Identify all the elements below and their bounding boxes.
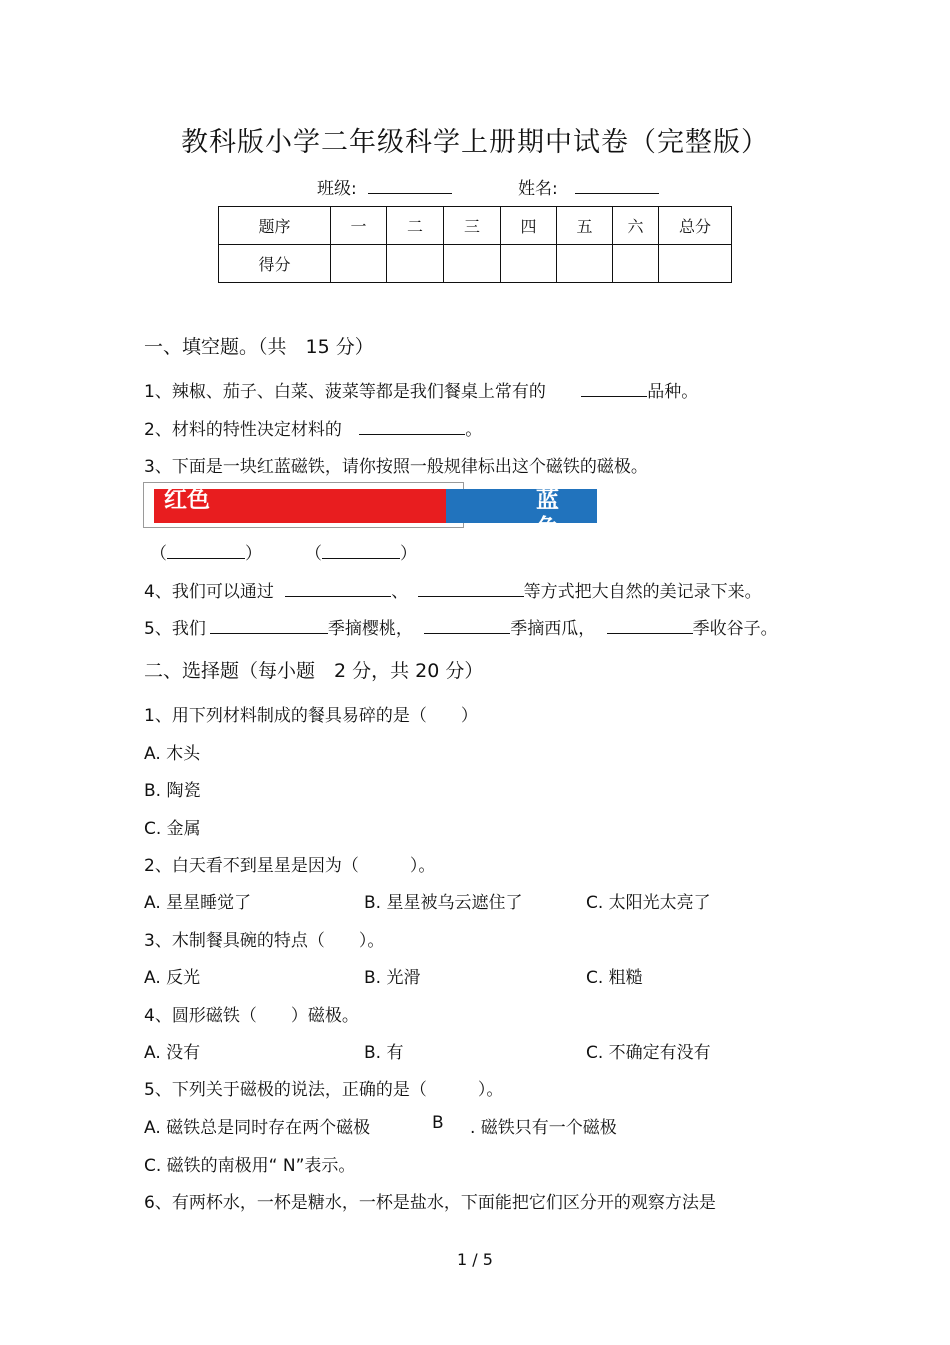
answer-blank	[424, 617, 510, 634]
score-cell	[501, 245, 557, 283]
answer-blank	[581, 380, 647, 397]
question-text: 品种。	[647, 382, 699, 402]
magnet-pole-answer-left	[150, 539, 262, 564]
question-text: 等方式把大自然的美记录下来。	[523, 582, 762, 602]
score-header-cell: 一	[331, 207, 387, 245]
answer-blank	[418, 580, 524, 597]
score-header-cell: 二	[387, 207, 444, 245]
question-text: 季摘西瓜，	[510, 619, 596, 639]
page-number: 1 / 5	[457, 1250, 493, 1269]
score-row-label: 得分	[219, 245, 331, 283]
question-2-4: 4、圆形磁铁（ ）磁极。	[144, 1006, 359, 1026]
option-c: C. 不确定有没有	[586, 1043, 711, 1063]
answer-blank	[210, 617, 328, 634]
paren-open: （	[305, 544, 322, 564]
question-text: 5、我们	[144, 619, 206, 639]
question-1-3: 3、下面是一块红蓝磁铁，请你按照一般规律标出这个磁铁的磁极。	[144, 457, 648, 477]
option-c: C. 磁铁的南极用“ N”表示。	[144, 1156, 356, 1176]
option-b: B. 有	[364, 1043, 404, 1063]
score-cell	[444, 245, 501, 283]
score-header-cell: 三	[444, 207, 501, 245]
paren-open: （	[150, 544, 167, 564]
score-header-cell: 四	[501, 207, 557, 245]
option-b-letter: B	[432, 1113, 444, 1133]
question-1-4	[144, 577, 762, 602]
answer-blank	[167, 542, 245, 559]
question-2-6: 6、有两杯水，一杯是糖水，一杯是盐水，下面能把它们区分开的观察方法是	[144, 1193, 716, 1213]
option-b: B. 光滑	[364, 968, 421, 988]
question-text: 、	[391, 582, 409, 602]
option-a: A. 没有	[144, 1043, 201, 1063]
class-blank	[368, 177, 452, 194]
option-b: B. 陶瓷	[144, 781, 201, 801]
option-c: C. 金属	[144, 819, 201, 839]
score-cell	[659, 245, 732, 283]
class-label: 班级:	[317, 179, 357, 199]
option-a: A. 磁铁总是同时存在两个磁极	[144, 1118, 371, 1138]
score-cell	[331, 245, 387, 283]
answer-blank	[359, 418, 465, 435]
score-header-cell: 题序	[219, 207, 331, 245]
class-field	[317, 174, 452, 199]
score-table-header-row	[219, 207, 732, 245]
magnet-pole-answer-right	[305, 539, 417, 564]
section2-heading: 二、选择题（每小题 2 分，共 20 分）	[144, 660, 484, 682]
question-text: 季收谷子。	[692, 619, 778, 639]
score-cell	[613, 245, 659, 283]
option-c: C. 粗糙	[586, 968, 643, 988]
option-a: A. 木头	[144, 744, 201, 764]
answer-blank	[607, 617, 693, 634]
answer-blank	[322, 542, 400, 559]
question-text: 。	[465, 420, 483, 440]
question-2-5: 5、下列关于磁极的说法，正确的是（ ）。	[144, 1080, 504, 1100]
option-a: A. 反光	[144, 968, 201, 988]
score-table	[218, 206, 732, 283]
page-title: 教科版小学二年级科学上册期中试卷（完整版）	[181, 127, 769, 158]
score-cell	[557, 245, 613, 283]
score-table-score-row	[219, 245, 732, 283]
question-1-1	[144, 377, 698, 402]
name-blank	[575, 177, 659, 194]
question-text: 2、材料的特性决定材料的	[144, 420, 342, 440]
question-2-2: 2、白天看不到星星是因为（ ）。	[144, 856, 436, 876]
question-1-5	[144, 614, 778, 639]
score-header-cell: 五	[557, 207, 613, 245]
score-cell	[387, 245, 444, 283]
question-2-3: 3、木制餐具碗的特点（ ）。	[144, 931, 385, 951]
question-text: 1、辣椒、茄子、白菜、菠菜等都是我们餐桌上常有的	[144, 382, 546, 402]
option-a: A. 星星睡觉了	[144, 893, 252, 913]
question-text: 季摘樱桃，	[327, 619, 413, 639]
name-label: 姓名:	[518, 179, 558, 199]
paren-close: ）	[245, 544, 262, 564]
section1-heading: 一、填空题。（共 15 分）	[144, 336, 374, 358]
question-text: 4、我们可以通过	[144, 582, 274, 602]
score-header-cell: 六	[613, 207, 659, 245]
magnet-red-label: 红色	[164, 487, 210, 513]
option-b: B. 星星被乌云遮住了	[364, 893, 523, 913]
question-1-2	[144, 415, 482, 440]
magnet-blue-half	[446, 489, 597, 523]
option-b: . 磁铁只有一个磁极	[470, 1118, 617, 1138]
question-2-1: 1、用下列材料制成的餐具易碎的是（ ）	[144, 706, 478, 726]
paren-close: ）	[400, 544, 417, 564]
score-header-cell: 总分	[659, 207, 732, 245]
magnet-blue-label: 蓝色	[536, 487, 559, 541]
name-field	[518, 174, 659, 199]
magnet-image	[143, 482, 559, 541]
option-c: C. 太阳光太亮了	[586, 893, 711, 913]
answer-blank	[285, 580, 391, 597]
